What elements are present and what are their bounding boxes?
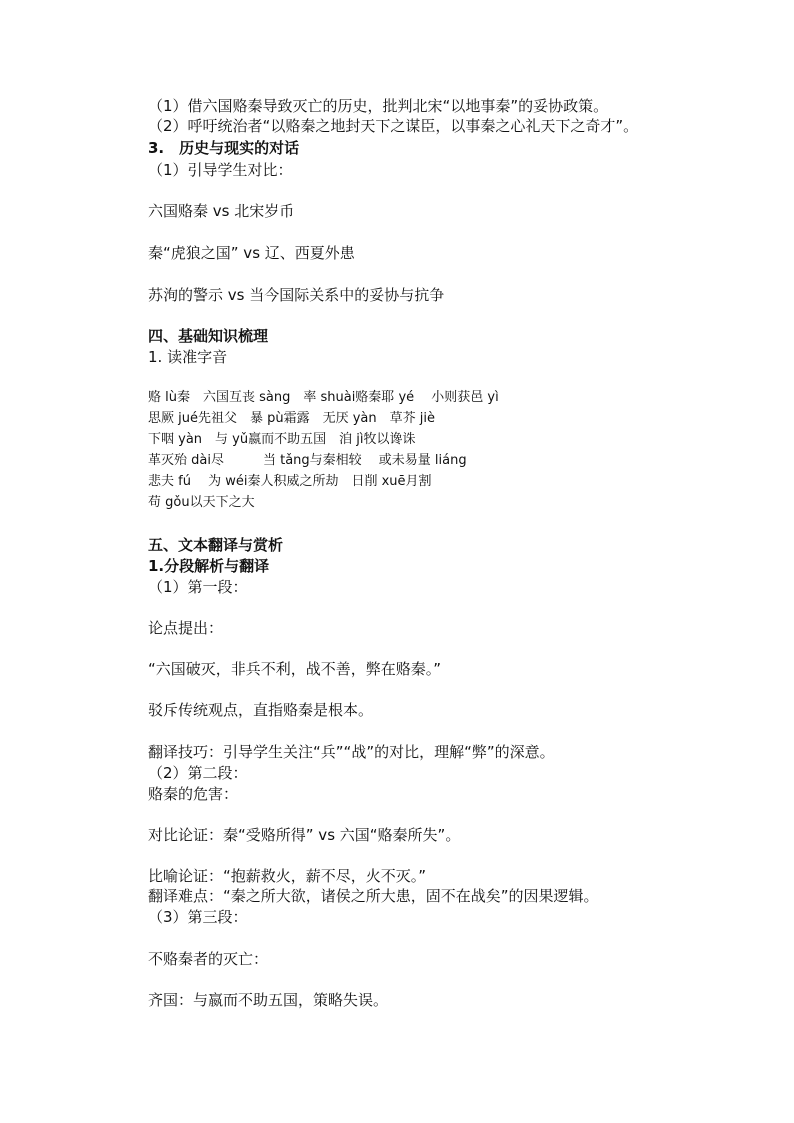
non-bribe-label: 不赂秦者的灭亡：: [148, 950, 269, 968]
paragraph-2-heading: （2）第二段：: [148, 764, 248, 782]
translation-tip: 翻译技巧：引导学生关注“兵”“战”的对比，理解“弊”的深意。: [148, 743, 555, 761]
compare-intro: （1）引导学生对比：: [148, 161, 293, 179]
thesis-quote: “六国破灭，非兵不利，战不善，弊在赂秦。”: [148, 660, 442, 678]
policy-point-1: （1）借六国赂秦导致灭亡的历史，批判北宋“以地事秦”的妥协政策。: [148, 97, 609, 115]
thesis-label: 论点提出：: [148, 619, 224, 637]
pinyin-line-1: 赂 lù秦 六国互丧 sàng 率 shuài赂秦耶 yé 小则获邑 yì: [148, 390, 499, 405]
paragraph-3-heading: （3）第三段：: [148, 908, 248, 926]
compare-item-2: 秦“虎狼之国” vs 辽、西夏外患: [148, 244, 355, 262]
compare-item-3: 苏洵的警示 vs 当今国际关系中的妥协与抗争: [148, 286, 445, 304]
pinyin-line-4: 革灭殆 dài尽 当 tǎng与秦相较 或未易量 liáng: [148, 453, 467, 468]
qi-state-note: 齐国：与嬴而不助五国，策略失误。: [148, 991, 389, 1009]
pinyin-line-2: 思厥 jué先祖父 暴 pù霜露 无厌 yàn 草芥 jiè: [148, 411, 435, 426]
paragraph-1-heading: （1）第一段：: [148, 578, 248, 596]
policy-point-2: （2）呼吁统治者“以赂秦之地封天下之谋臣，以事秦之心礼天下之奇才”。: [148, 117, 639, 135]
contrast-argument: 对比论证：秦“受赂所得” vs 六国“赂秦所失”。: [148, 826, 461, 844]
pinyin-line-5: 悲夫 fú 为 wéi秦人积威之所劫 日削 xuē月割: [148, 474, 432, 489]
section-heading-5: 五、文本翻译与赏析: [148, 536, 284, 554]
pinyin-line-3: 下咽 yàn 与 yǔ嬴而不助五国 洎 jì牧以谗诛: [148, 432, 416, 447]
translation-difficulty: 翻译难点：“秦之所大欲，诸侯之所大患，固不在战矣”的因果逻辑。: [148, 887, 599, 905]
section-heading-4: 四、基础知识梳理: [148, 327, 269, 345]
pinyin-line-6: 苟 gǒu以天下之大: [148, 495, 255, 510]
section-heading-3: 3. 历史与现实的对话: [148, 139, 300, 157]
harm-label: 赂秦的危害：: [148, 785, 239, 803]
subheading-pronunciation: 1. 读准字音: [148, 348, 228, 366]
compare-item-1: 六国赂秦 vs 北宋岁币: [148, 202, 295, 220]
subheading-translation: 1.分段解析与翻译: [148, 557, 270, 575]
thesis-explanation: 驳斥传统观点，直指赂秦是根本。: [148, 701, 374, 719]
metaphor-argument: 比喻论证：“抱薪救火，薪不尽，火不灭。”: [148, 867, 427, 885]
